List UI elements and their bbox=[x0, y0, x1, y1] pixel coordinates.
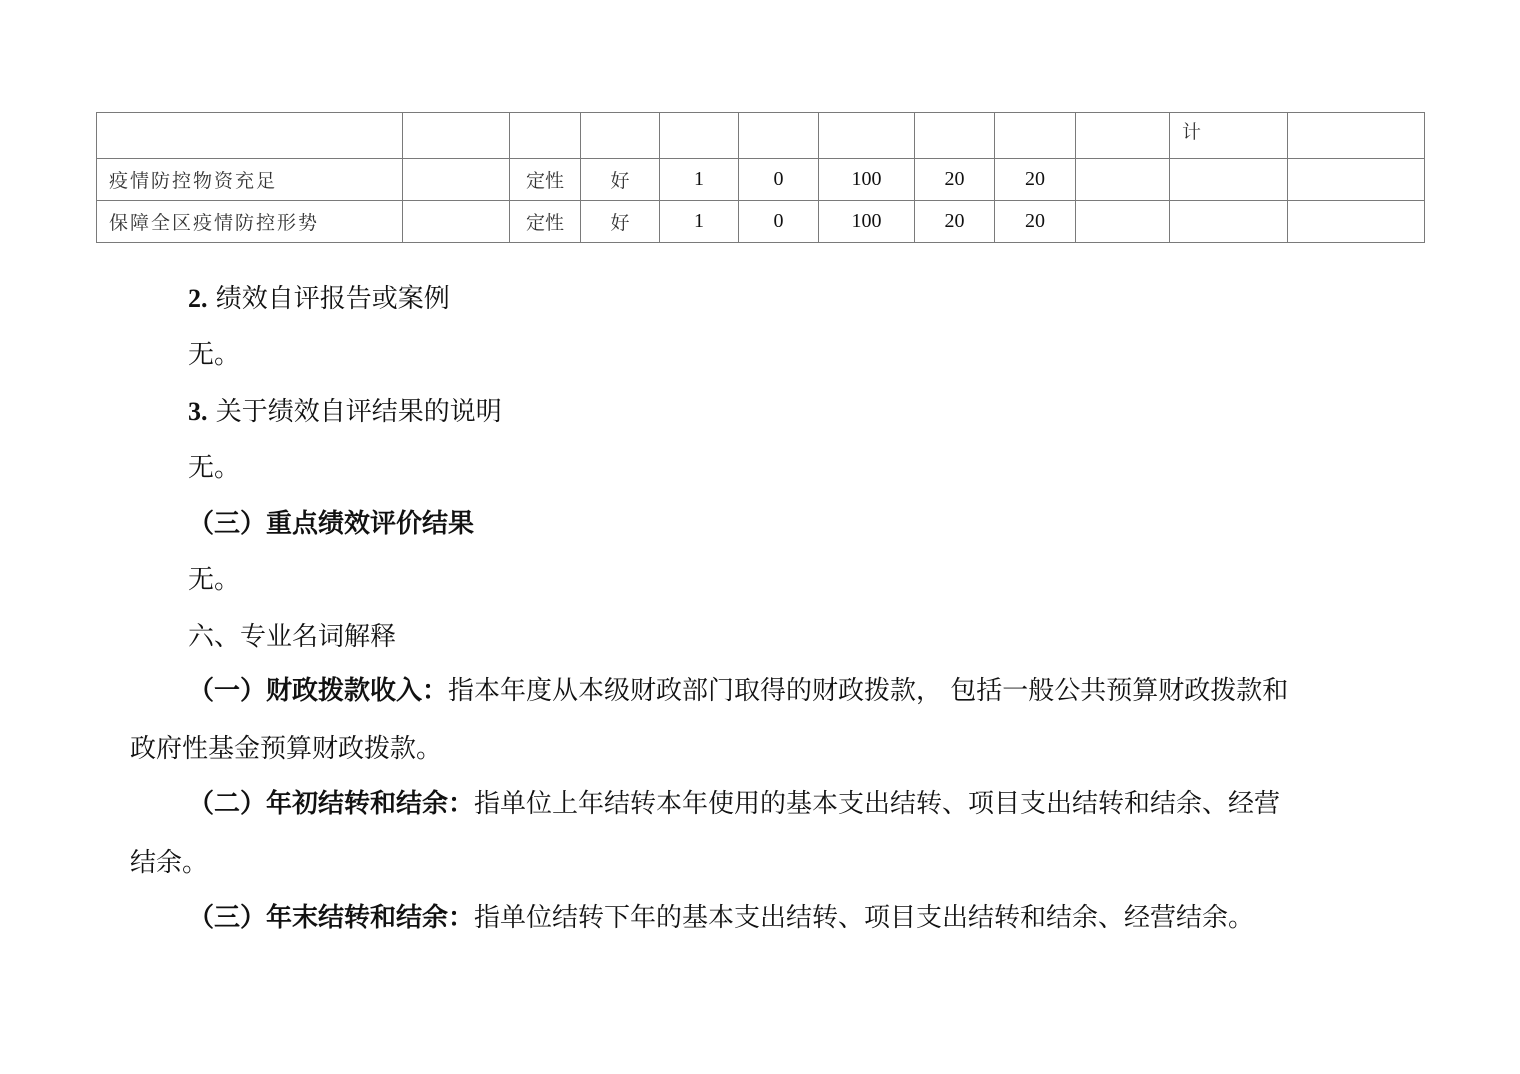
table-cell: 0 bbox=[739, 159, 819, 201]
table-cell: 20 bbox=[995, 201, 1076, 243]
table-cell: 20 bbox=[995, 159, 1076, 201]
indicator-type-cell: 定性 bbox=[510, 201, 581, 243]
indicator-name-cell: 疫情防控物资充足 bbox=[97, 159, 403, 201]
table-cell: 100 bbox=[819, 201, 915, 243]
term-definition: 指单位结转下年的基本支出结转、项目支出结转和结余、经营结余。 bbox=[474, 903, 1255, 933]
table-cell bbox=[1288, 113, 1425, 159]
table-cell bbox=[97, 113, 403, 159]
glossary-term-1-continuation: 政府性基金预算财政拨款。 bbox=[130, 734, 443, 764]
glossary-term-3 bbox=[188, 903, 1254, 933]
table-cell bbox=[660, 113, 739, 159]
section-heading-key-evaluation: （三）重点绩效评价结果 bbox=[188, 509, 475, 539]
glossary-heading: 六、专业名词解释 bbox=[188, 622, 397, 652]
term-definition: 指本年度从本级财政部门取得的财政拨款， 包括一般公共预算财政拨款和 bbox=[448, 676, 1289, 706]
performance-table-wrapper bbox=[96, 112, 1425, 243]
table-cell bbox=[819, 113, 915, 159]
performance-table bbox=[96, 112, 1425, 243]
section-body: 无。 bbox=[188, 565, 241, 595]
table-cell: 1 bbox=[660, 159, 739, 201]
section-title: 关于绩效自评结果的说明 bbox=[215, 397, 502, 427]
table-cell bbox=[581, 113, 660, 159]
table-cell bbox=[403, 113, 510, 159]
table-cell-note: 计 bbox=[1170, 113, 1288, 159]
table-cell: 100 bbox=[819, 159, 915, 201]
term-label: （三）年末结转和结余： bbox=[188, 903, 475, 933]
table-cell bbox=[739, 113, 819, 159]
table-cell bbox=[1288, 201, 1425, 243]
table-cell: 1 bbox=[660, 201, 739, 243]
indicator-target-cell: 好 bbox=[581, 159, 660, 201]
glossary-term-2 bbox=[188, 789, 1280, 819]
term-definition: 指单位上年结转本年使用的基本支出结转、项目支出结转和结余、经营 bbox=[474, 789, 1281, 819]
table-cell: 20 bbox=[915, 201, 995, 243]
table-row bbox=[97, 201, 1425, 243]
term-label: （二）年初结转和结余： bbox=[188, 789, 475, 819]
table-cell bbox=[1288, 159, 1425, 201]
table-cell bbox=[510, 113, 581, 159]
section-heading-self-eval-report bbox=[188, 284, 450, 314]
table-cell bbox=[1170, 201, 1288, 243]
indicator-target-cell: 好 bbox=[581, 201, 660, 243]
section-heading-self-eval-explanation bbox=[188, 397, 502, 427]
indicator-type-cell: 定性 bbox=[510, 159, 581, 201]
table-cell: 20 bbox=[915, 159, 995, 201]
table-cell bbox=[1076, 113, 1170, 159]
glossary-term-2-continuation: 结余。 bbox=[130, 848, 209, 878]
section-body: 无。 bbox=[188, 453, 241, 483]
table-cell bbox=[1076, 201, 1170, 243]
section-title: 绩效自评报告或案例 bbox=[215, 284, 450, 314]
table-cell bbox=[1170, 159, 1288, 201]
term-label: （一）财政拨款收入： bbox=[188, 676, 449, 706]
section-number: 3. bbox=[188, 397, 208, 426]
table-cell bbox=[915, 113, 995, 159]
indicator-name-cell: 保障全区疫情防控形势 bbox=[97, 201, 403, 243]
table-row bbox=[97, 159, 1425, 201]
table-cell bbox=[403, 201, 510, 243]
section-number: 2. bbox=[188, 284, 208, 313]
table-cell bbox=[403, 159, 510, 201]
table-cell bbox=[995, 113, 1076, 159]
section-body: 无。 bbox=[188, 340, 241, 370]
table-row bbox=[97, 113, 1425, 159]
table-cell: 0 bbox=[739, 201, 819, 243]
table-cell bbox=[1076, 159, 1170, 201]
glossary-term-1 bbox=[188, 676, 1288, 706]
